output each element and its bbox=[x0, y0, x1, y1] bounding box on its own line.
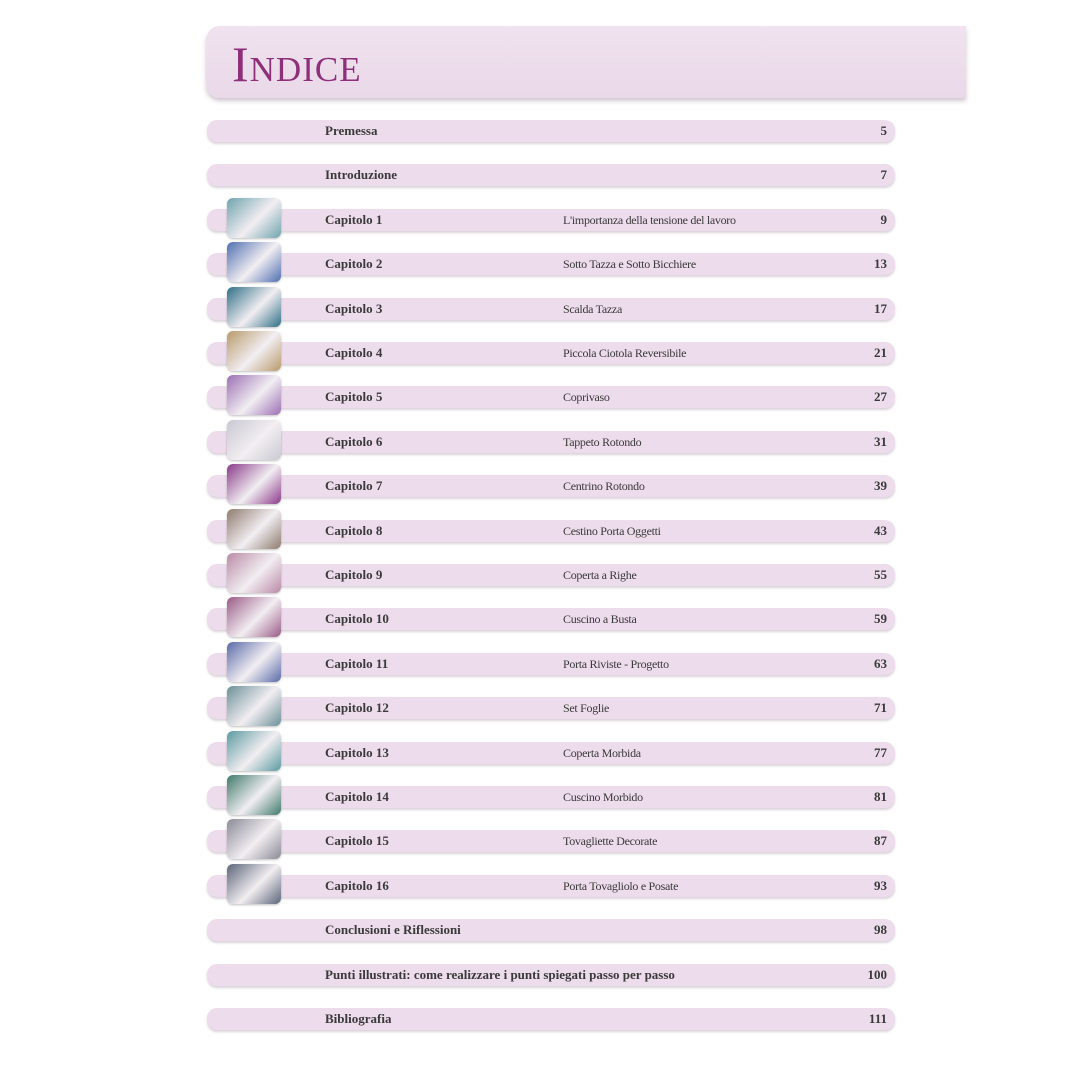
chapter-label: Conclusioni e Riflessioni bbox=[325, 922, 461, 938]
toc-row[interactable] bbox=[0, 995, 1080, 1039]
toc-row-bar bbox=[207, 164, 895, 186]
chapter-thumbnail bbox=[227, 686, 281, 726]
toc-row[interactable] bbox=[0, 107, 1080, 151]
chapter-label: Capitolo 8 bbox=[325, 522, 383, 538]
chapter-description: Cestino Porta Oggetti bbox=[563, 523, 661, 538]
chapter-description: Piccola Ciotola Reversibile bbox=[563, 346, 687, 360]
chapter-description: Tappeto Rotondo bbox=[563, 434, 642, 449]
chapter-label: Bibliografia bbox=[325, 1011, 392, 1026]
toc-row[interactable] bbox=[0, 151, 1080, 195]
toc-row[interactable] bbox=[0, 729, 1080, 773]
toc-row-bar bbox=[207, 742, 895, 764]
chapter-description: Set Foglie bbox=[563, 701, 610, 716]
chapter-thumbnail bbox=[227, 509, 281, 549]
page-number: 55 bbox=[874, 567, 887, 582]
page-number: 7 bbox=[880, 167, 887, 183]
toc-row-bar bbox=[207, 298, 895, 320]
chapter-label: Capitolo 15 bbox=[325, 833, 389, 849]
toc-row-bar bbox=[207, 653, 895, 675]
toc-row[interactable] bbox=[0, 507, 1080, 551]
chapter-label: Punti illustrati: come realizzare i punti spiegati passo per passo bbox=[325, 966, 675, 982]
toc-row-bar bbox=[207, 253, 895, 275]
chapter-description: Coperta Morbida bbox=[563, 745, 641, 760]
chapter-label: Capitolo 12 bbox=[325, 700, 389, 716]
chapter-thumbnail bbox=[227, 775, 281, 815]
chapter-thumbnail bbox=[227, 198, 281, 238]
page-number: 39 bbox=[874, 478, 887, 494]
page-number: 59 bbox=[874, 611, 887, 627]
chapter-description: L'importanza della tensione del lavoro bbox=[563, 212, 736, 227]
chapter-thumbnail bbox=[227, 464, 281, 504]
toc-row[interactable] bbox=[0, 551, 1080, 595]
chapter-label: Capitolo 10 bbox=[325, 611, 389, 627]
page-number: 111 bbox=[868, 1011, 887, 1026]
page-number: 13 bbox=[874, 256, 887, 272]
page-number: 31 bbox=[874, 433, 887, 449]
toc-row[interactable] bbox=[0, 462, 1080, 506]
toc-row-bar bbox=[207, 431, 895, 453]
page-title: Indice bbox=[232, 36, 362, 92]
index-header bbox=[206, 26, 966, 98]
chapter-thumbnail bbox=[227, 819, 281, 859]
page-number: 100 bbox=[867, 966, 887, 982]
chapter-label: Capitolo 4 bbox=[325, 345, 383, 360]
chapter-label: Premessa bbox=[325, 123, 378, 138]
toc-row[interactable] bbox=[0, 817, 1080, 861]
toc-row[interactable] bbox=[0, 684, 1080, 728]
chapter-label: Capitolo 3 bbox=[325, 300, 383, 316]
chapter-thumbnail bbox=[227, 642, 281, 682]
chapter-description: Cuscino Morbido bbox=[563, 790, 643, 804]
chapter-label: Introduzione bbox=[325, 167, 397, 183]
toc-row-bar bbox=[207, 120, 895, 142]
chapter-description: Cuscino a Busta bbox=[563, 612, 637, 627]
page-number: 27 bbox=[874, 389, 887, 405]
chapter-description: Sotto Tazza e Sotto Bicchiere bbox=[563, 257, 696, 272]
chapter-label: Capitolo 5 bbox=[325, 389, 383, 405]
page-number: 17 bbox=[874, 300, 887, 316]
toc-row-bar bbox=[207, 386, 895, 408]
page-number: 21 bbox=[874, 345, 887, 360]
page-number: 93 bbox=[874, 877, 887, 893]
page-number: 9 bbox=[880, 211, 887, 227]
toc-row-bar bbox=[207, 919, 895, 941]
chapter-thumbnail bbox=[227, 731, 281, 771]
page-number: 77 bbox=[874, 744, 887, 760]
chapter-description: Porta Tovagliolo e Posate bbox=[563, 878, 679, 893]
toc-row[interactable] bbox=[0, 773, 1080, 817]
page-number: 5 bbox=[880, 123, 887, 138]
toc-row[interactable] bbox=[0, 862, 1080, 906]
chapter-thumbnail bbox=[227, 864, 281, 904]
chapter-label: Capitolo 11 bbox=[325, 655, 389, 671]
chapter-description: Tovagliette Decorate bbox=[563, 834, 658, 849]
toc-row[interactable] bbox=[0, 640, 1080, 684]
page-number: 87 bbox=[874, 833, 887, 849]
chapter-label: Capitolo 13 bbox=[325, 744, 389, 760]
page-number: 63 bbox=[874, 655, 887, 671]
toc-row-bar bbox=[207, 209, 895, 231]
page-number: 71 bbox=[874, 700, 887, 716]
chapter-label: Capitolo 6 bbox=[325, 433, 383, 449]
chapter-label: Capitolo 2 bbox=[325, 256, 383, 272]
toc-row[interactable] bbox=[0, 951, 1080, 995]
toc-row-bar bbox=[207, 786, 895, 808]
chapter-description: Coprivaso bbox=[563, 390, 610, 405]
toc-row[interactable] bbox=[0, 196, 1080, 240]
chapter-description: Centrino Rotondo bbox=[563, 479, 645, 494]
chapter-thumbnail bbox=[227, 242, 281, 282]
page-number: 81 bbox=[874, 789, 887, 804]
toc-row-bar bbox=[207, 342, 895, 364]
chapter-thumbnail bbox=[227, 287, 281, 327]
toc-row-bar bbox=[207, 875, 895, 897]
chapter-thumbnail bbox=[227, 597, 281, 637]
toc-row-bar bbox=[207, 520, 895, 542]
page-number: 98 bbox=[874, 922, 887, 938]
chapter-description: Scalda Tazza bbox=[563, 301, 622, 316]
toc-row-bar bbox=[207, 1008, 895, 1030]
toc-row-bar bbox=[207, 564, 895, 586]
toc-row[interactable] bbox=[0, 285, 1080, 329]
toc-row-bar bbox=[207, 697, 895, 719]
toc-row[interactable] bbox=[0, 418, 1080, 462]
chapter-label: Capitolo 14 bbox=[325, 789, 389, 804]
chapter-description: Porta Riviste - Progetto bbox=[563, 656, 669, 671]
toc-row[interactable] bbox=[0, 240, 1080, 284]
chapter-thumbnail bbox=[227, 331, 281, 371]
chapter-label: Capitolo 1 bbox=[325, 211, 383, 227]
page-number: 43 bbox=[874, 522, 887, 538]
toc-row[interactable] bbox=[0, 373, 1080, 417]
toc-row-bar bbox=[207, 608, 895, 630]
toc-row[interactable] bbox=[0, 329, 1080, 373]
toc-row[interactable] bbox=[0, 595, 1080, 639]
chapter-thumbnail bbox=[227, 420, 281, 460]
toc-row-bar bbox=[207, 475, 895, 497]
chapter-description: Coperta a Righe bbox=[563, 568, 637, 582]
chapter-label: Capitolo 7 bbox=[325, 478, 383, 494]
chapter-thumbnail bbox=[227, 375, 281, 415]
toc-row-bar bbox=[207, 830, 895, 852]
chapter-thumbnail bbox=[227, 553, 281, 593]
chapter-label: Capitolo 16 bbox=[325, 877, 389, 893]
toc-row[interactable] bbox=[0, 906, 1080, 950]
chapter-label: Capitolo 9 bbox=[325, 567, 383, 582]
